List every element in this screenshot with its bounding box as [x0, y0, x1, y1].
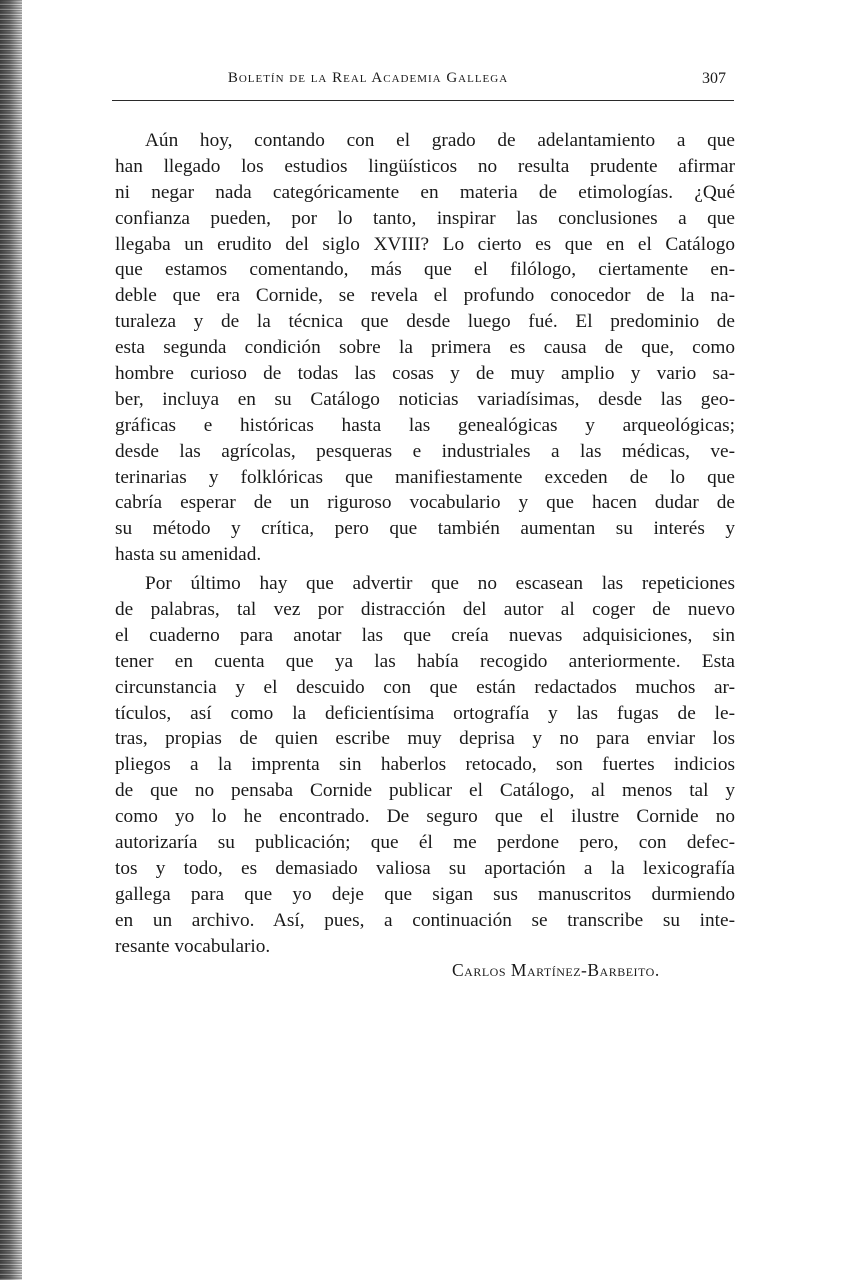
- text-line: cabría esperar de un riguroso vocabulario y que hacen dudar de: [115, 492, 735, 514]
- text-line: ni negar nada categóricamente en materia de etimologías. ¿Qué: [115, 181, 735, 203]
- text-line: pliegos a la imprenta sin haberlos retocado, son fuertes indicios: [115, 754, 735, 776]
- page-number: 307: [702, 70, 726, 87]
- running-header: [112, 64, 734, 101]
- text-line: el cuaderno para anotar las que creía nuevas adquisiciones, sin: [115, 624, 735, 646]
- article-body: [115, 128, 735, 960]
- page-binding-edge: [0, 0, 22, 1280]
- text-line: como yo lo he encontrado. De seguro que el ilustre Cornide no: [115, 806, 735, 828]
- text-line: de que no pensaba Cornide publicar el Catálogo, al menos tal y: [115, 780, 735, 802]
- text-line: hombre curioso de todas las cosas y de muy amplio y vario sa-: [115, 363, 735, 385]
- text-line: confianza pueden, por lo tanto, inspirar las conclusiones a que: [115, 207, 735, 229]
- text-line: ber, incluya en su Catálogo noticias variadísimas, desde las geo-: [115, 388, 735, 410]
- text-line: llegaba un erudito del siglo XVIII? Lo cierto es que en el Catálogo: [115, 233, 735, 255]
- text-line: hasta su amenidad.: [115, 544, 262, 566]
- text-line: tículos, así como la deficientísima ortografía y las fugas de le-: [115, 702, 735, 724]
- text-line: Aún hoy, contando con el grado de adelantamiento a que: [145, 130, 735, 151]
- text-line: esta segunda condición sobre la primera es causa de que, como: [115, 337, 735, 359]
- journal-title: Boletín de la Real Academia Gallega: [227, 70, 509, 86]
- paragraph-1: [115, 128, 735, 568]
- text-line: terinarias y folklóricas que manifiestamente exceden de lo que: [115, 466, 735, 488]
- text-line: circunstancia y el descuido con que están redactados muchos ar-: [115, 676, 735, 698]
- text-line: en un archivo. Así, pues, a continuación se transcribe su inte-: [115, 909, 735, 931]
- author-signature: Carlos Martínez-Barbeito.: [452, 960, 660, 980]
- text-line: han llegado los estudios lingüísticos no resulta prudente afirmar: [115, 155, 735, 177]
- text-line: deble que era Cornide, se revela el profundo conocedor de la na-: [115, 285, 735, 307]
- text-line: turaleza y de la técnica que desde luego fué. El predominio de: [115, 311, 735, 333]
- text-line: tener en cuenta que ya las había recogido anteriormente. Esta: [115, 650, 735, 672]
- text-line: Por último hay que advertir que no escasean las repeticiones: [145, 573, 735, 595]
- text-line: gallega para que yo deje que sigan sus manuscritos durmiendo: [115, 883, 735, 905]
- text-line: desde las agrícolas, pesqueras e industriales a las médicas, ve-: [115, 440, 735, 462]
- paragraph-2: [115, 571, 735, 959]
- text-line: tos y todo, es demasiado valiosa su aportación a la lexicografía: [115, 857, 735, 879]
- text-line: gráficas e históricas hasta las genealógicas y arqueológicas;: [115, 414, 735, 436]
- text-line: de palabras, tal vez por distracción del autor al coger de nuevo: [115, 599, 735, 621]
- text-line: autorizaría su publicación; que él me perdone pero, con defec-: [115, 832, 735, 854]
- text-line: resante vocabulario.: [115, 935, 271, 957]
- text-line: tras, propias de quien escribe muy deprisa y no para enviar los: [115, 728, 735, 750]
- text-line: que estamos comentando, más que el filólogo, ciertamente en-: [115, 259, 735, 281]
- text-line: su método y crítica, pero que también aumentan su interés y: [115, 518, 735, 540]
